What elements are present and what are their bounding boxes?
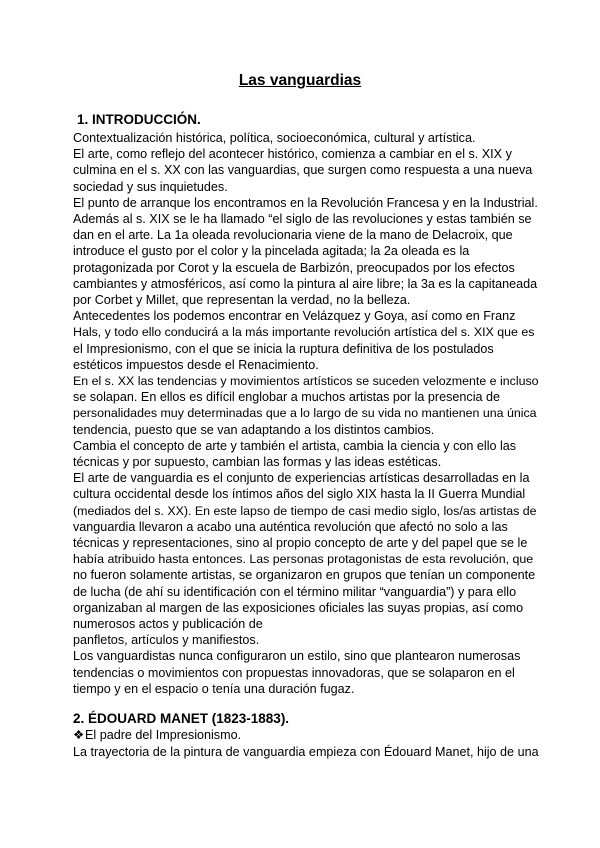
paragraph-line: Además al s. XIX se le ha llamado “el siglo de las revoluciones y estas también se	[73, 212, 532, 226]
bullet-text: El padre del Impresionismo.	[85, 728, 242, 742]
paragraph-line: El arte de vanguardia es el conjunto de experiencias artísticas desarrolladas en la	[73, 471, 530, 486]
paragraph-line: panfletos, artículos y manifiestos.	[73, 633, 260, 648]
paragraph-line: El punto de arranque los encontramos en la Revolución Francesa y en la Industrial.	[73, 195, 538, 210]
paragraph-line: personalidades muy determinadas que a lo largo de su vida no mantienen una única	[73, 406, 537, 421]
paragraph-line: cultura occidental desde los íntimos años del siglo XIX hasta la II Guerra Mundial	[73, 487, 526, 502]
paragraph-line: (mediados del s. XX). En este lapso de tiempo de casi medio siglo, los/as artistas de	[73, 503, 537, 518]
paragraph-line: Cambia el concepto de arte y también el artista, cambia la ciencia y con ello las	[73, 438, 517, 453]
paragraph-line: sociedad y sus inquietudes.	[73, 179, 228, 194]
paragraph-line: Contextualización histórica, política, socioeconómica, cultural y artística.	[73, 131, 476, 145]
paragraph-line: dan en el arte. La 1a oleada revolucionaria viene de la mano de Delacroix, que	[73, 228, 513, 243]
paragraph-line: tendencias o movimientos con propuestas innovadoras, que se solaparon en el	[73, 665, 515, 680]
section-heading-introduccion: 1. INTRODUCCIÓN.	[77, 112, 201, 127]
paragraph-line: se solapan. En ellos es difícil englobar a muchos artistas por la presencia de	[73, 390, 501, 405]
paragraph-line: no fueron solamente artistas, se organizaron en grupos que tenían un componente	[73, 568, 536, 583]
paragraph-line: introduce el gusto por el color y la pincelada agitada; la 2a oleada es la	[73, 244, 470, 259]
paragraph-line: tendencia, puesto que se van adaptando a los distintos cambios.	[73, 422, 435, 437]
paragraph-line: El arte, como reflejo del acontecer histórico, comienza a cambiar en el s. XIX y	[73, 147, 512, 162]
paragraph-line: vanguardia llevaron a acabo una auténtica revolución que afectó no solo a las	[73, 519, 508, 534]
paragraph-line: La trayectoria de la pintura de vanguardia empieza con Édouard Manet, hijo de una	[73, 745, 539, 759]
paragraph-line: Antecedentes los podemos encontrar en Velázquez y Goya, así como en Franz	[73, 309, 516, 324]
paragraph-line: Hals, y todo ello conducirá a la más importante revolución artística del s. XIX que es	[73, 325, 535, 340]
document-title: Las vanguardias	[238, 72, 362, 89]
paragraph-line: culmina en el s. XX con las vanguardias, que surgen como respuesta a una nueva	[73, 163, 533, 178]
paragraph-line: En el s. XX las tendencias y movimientos artísticos se suceden velozmente e incluso	[73, 374, 539, 388]
paragraph-line: de lucha (de ahí su identificación con el término militar “vanguardia”) y para ello	[73, 584, 517, 599]
paragraph-line: protagonizada por Corot y la escuela de Barbizón, preocupados por los efectos	[73, 260, 515, 275]
diamond-bullet-icon: ❖	[73, 728, 85, 742]
paragraph-line: estéticos impuestos desde el Renacimiento.	[73, 357, 319, 372]
paragraph-line: tiempo y en el espacio o tenía una duración fugaz.	[73, 681, 355, 696]
paragraph-line: el Impresionismo, con el que se inicia la ruptura definitiva de los postulados	[73, 341, 494, 356]
paragraph-line: numerosos actos y publicación de	[73, 617, 263, 631]
paragraph-line: técnicas y por supuesto, cambian las formas y las ideas estéticas.	[73, 455, 442, 469]
paragraph-line: Los vanguardistas nunca configuraron un estilo, sino que plantearon numerosas	[73, 649, 521, 664]
paragraph-line: organizaban al margen de las exposiciones oficiales las suyas propias, así como	[73, 600, 524, 615]
paragraph-line: cambiantes y atmosféricos, así como la pintura al aire libre; la 3a es la capitaneada	[73, 276, 538, 291]
section-heading-manet: 2. ÉDOUARD MANET (1823-1883).	[73, 711, 290, 726]
paragraph-line: técnicas y representaciones, sino al propio concepto de arte y del papel que se le	[73, 536, 528, 550]
paragraph-line: por Corbet y Millet, que representan la verdad, no la belleza.	[73, 293, 411, 307]
paragraph-line: había atribuido hasta entonces. Las personas protagonistas de esta revolución, que	[73, 552, 534, 567]
bullet-item	[73, 727, 241, 742]
